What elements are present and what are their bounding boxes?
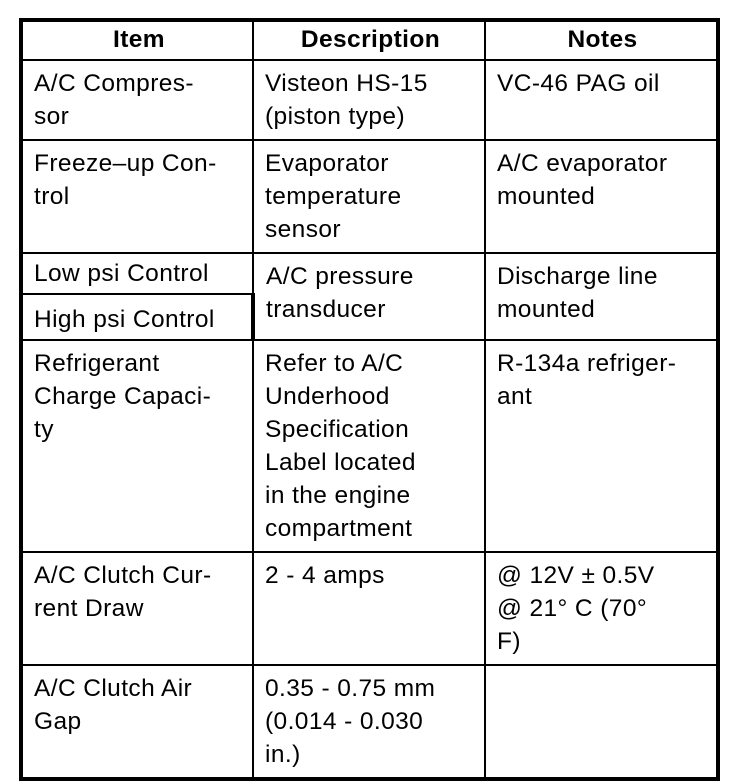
cell-notes [485,665,718,779]
table-row [21,253,718,294]
cell-notes: A/C evaporator mounted [485,140,718,253]
table-row [21,665,718,779]
cell-description: Refer to A/C Underhood Specification Label located in the engine compartment [253,340,485,552]
table-row [21,552,718,665]
table-header-row [21,20,718,60]
cell-item: A/C Clutch Air Gap [21,665,253,779]
cell-description: 2 - 4 amps [253,552,485,665]
cell-item: Freeze–up Con- trol [21,140,253,253]
cell-item-high-psi: High psi Control [21,294,253,340]
header-item: Item [21,20,253,60]
cell-item: A/C Compres- sor [21,60,253,140]
cell-notes: VC-46 PAG oil [485,60,718,140]
cell-description: A/C pressure transducer [253,253,485,340]
cell-item: Refrigerant Charge Capaci- ty [21,340,253,552]
table-row [21,340,718,552]
cell-description: Evaporator temperature sensor [253,140,485,253]
table-row [21,140,718,253]
cell-description: Visteon HS-15 (piston type) [253,60,485,140]
header-notes: Notes [485,20,718,60]
cell-description: 0.35 - 0.75 mm (0.014 - 0.030 in.) [253,665,485,779]
cell-notes: @ 12V ± 0.5V @ 21° C (70° F) [485,552,718,665]
specification-table [19,18,720,781]
table-row [21,60,718,140]
cell-item-low-psi: Low psi Control [21,253,253,294]
cell-item: A/C Clutch Cur- rent Draw [21,552,253,665]
cell-notes: R-134a refriger- ant [485,340,718,552]
header-description: Description [253,20,485,60]
cell-notes: Discharge line mounted [485,253,718,340]
